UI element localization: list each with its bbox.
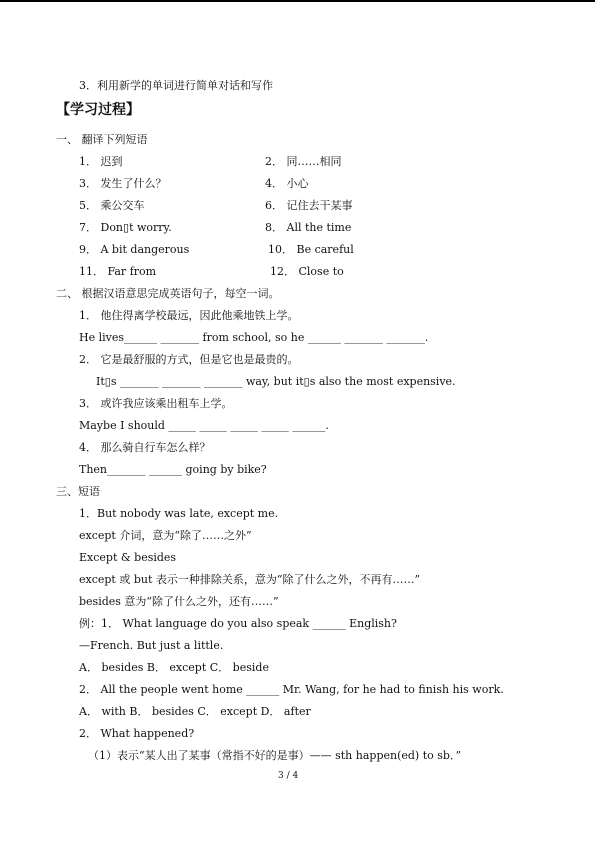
phrase-6: 6． 记住去干某事 [265, 199, 353, 212]
phrase-8: 8． All the time [265, 221, 352, 234]
except-but-note: except 或 but 表示一种排除关系，意为“除了什么之外，不再有……” [79, 573, 421, 586]
phrase-7: 7． Don▯t worry. [79, 221, 172, 234]
what-happened-heading: 2． What happened? [79, 727, 195, 740]
sentence-2-cn: 2． 它是最舒服的方式，但是它也是最贵的。 [79, 353, 299, 366]
page-number: 3 / 4 [278, 771, 299, 781]
sentence-2-en: It▯s _______ _______ _______ way, but it▯s also the most expensive. [96, 375, 456, 388]
sentence-4-en: Then_______ ______ going by bike? [79, 463, 267, 476]
section-3-title: 三、短语 [56, 485, 100, 498]
phrase-5: 5． 乘公交车 [79, 199, 145, 212]
example-1-question: 例：1． What language do you also speak ______ English? [79, 617, 397, 630]
phrase-1: 1． 迟到 [79, 155, 123, 168]
except-definition: except 介词，意为“除了……之外” [79, 529, 252, 542]
phrase-11: 11． Far from [79, 265, 157, 278]
what-happened-note: （1）表示“某人出了某事（常指不好的是事）—— sth happen(ed) to sb．” [88, 749, 462, 762]
sentence-1-en: He lives______ _______ from school, so he ______ _______ _______. [79, 331, 429, 344]
section-1-title: 一、 翻译下列短语 [56, 133, 148, 146]
sentence-3-cn: 3． 或许我应该乘出租车上学。 [79, 397, 233, 410]
sentence-4-cn: 4． 那么骑自行车怎么样？ [79, 441, 211, 454]
top-rule [0, 0, 595, 2]
sentence-3-en: Maybe I should _____ _____ _____ _____ ______. [79, 419, 329, 432]
sentence-1-cn: 1． 他住得离学校最远，因此他乘地铁上学。 [79, 309, 299, 322]
besides-note: besides 意为“除了什么之外，还有……” [79, 595, 279, 608]
example-1-options: A． besides B． except C． beside [79, 661, 269, 674]
phrase-10: 10． Be careful [268, 243, 354, 256]
phrase-9: 9． A bit dangerous [79, 243, 190, 256]
phrase-note-1: 1．But nobody was late, except me. [79, 507, 279, 520]
example-1-answer: —French. But just a little. [79, 639, 224, 652]
objective-3: 3．利用新学的单词进行简单对话和写作 [79, 79, 273, 92]
section-2-title: 二、 根据汉语意思完成英语句子，每空一词。 [56, 287, 280, 300]
example-2-options: A． with B． besides C． except D． after [79, 705, 311, 718]
phrase-2: 2． 同……相同 [265, 155, 342, 168]
except-besides-heading: Except & besides [79, 551, 177, 564]
phrase-12: 12． Close to [270, 265, 344, 278]
phrase-3: 3． 发生了什么？ [79, 177, 167, 190]
section-heading: 【学习过程】 [56, 102, 140, 118]
example-2-question: 2． All the people went home ______ Mr. Wang, for he had to finish his work. [79, 683, 504, 696]
phrase-4: 4． 小心 [265, 177, 309, 190]
